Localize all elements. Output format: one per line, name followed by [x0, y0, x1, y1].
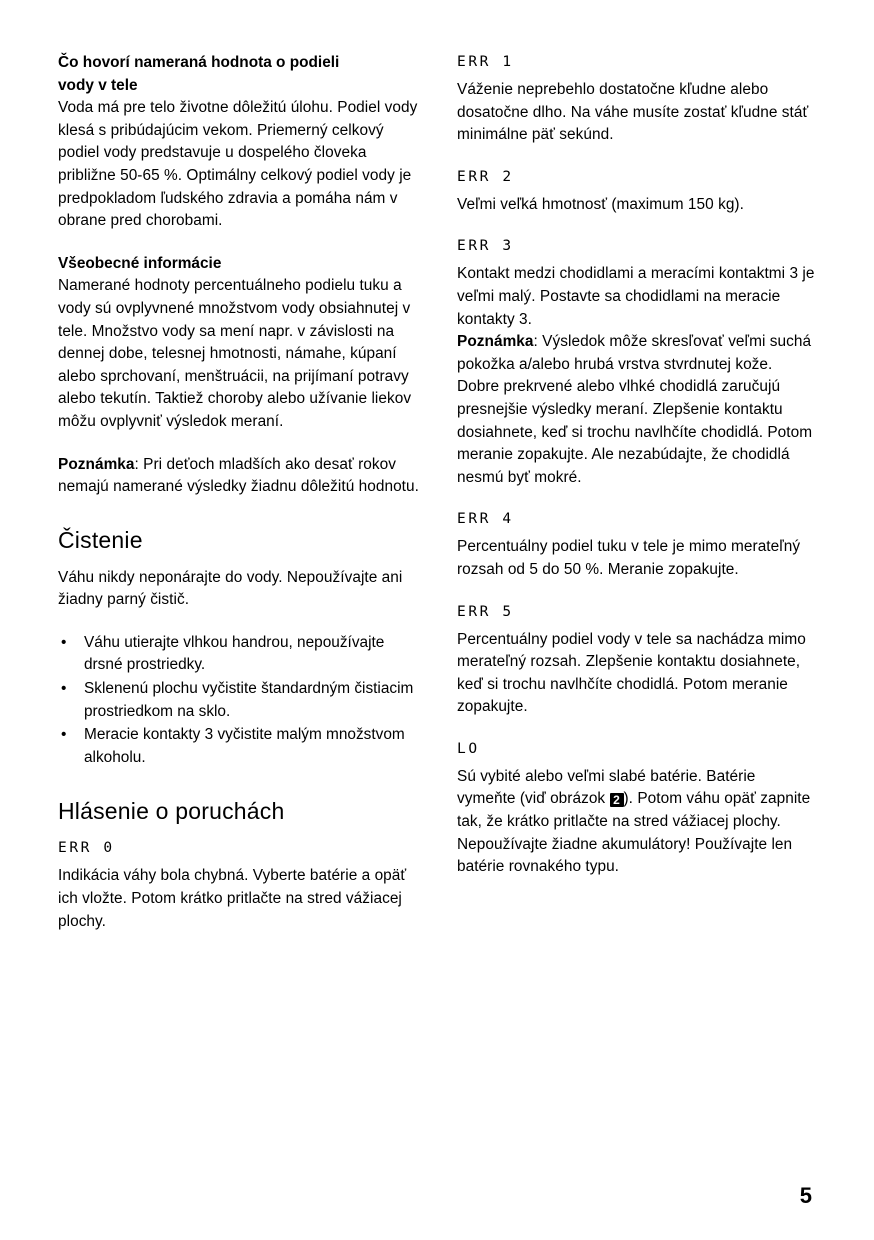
list-item-text: Sklenenú plochu vyčistite štandardným čistiacim prostriedkom na sklo.: [84, 680, 414, 720]
figure-reference-badge: 2: [610, 793, 624, 807]
paragraph-err1: Váženie neprebehlo dostatočne kľudne alebo dosatočne dlho. Na váhe musíte zostať kľudne stáť minimálne päť sekúnd.: [457, 81, 809, 144]
paragraph-lo: [457, 766, 818, 879]
paragraph-err4: Percentuálny podiel tuku v tele je mimo merateľný rozsah od 5 do 50 %. Meranie zopakujte.: [457, 538, 801, 578]
cleaning-bullet-list: [58, 632, 419, 770]
error-code-err4: ERR 4: [457, 511, 514, 528]
list-item: [58, 724, 419, 769]
error-code-err5: ERR 5: [457, 603, 514, 620]
note-label: Poznámka: [457, 333, 534, 351]
list-item: [58, 632, 419, 677]
paragraph-water-value: Voda má pre telo životne dôležitú úlohu. Podiel vody klesá s pribúdajúcim vekom. Priemerný celkový podiel vody predstavuje u dospelého človeka približne 50-65 %. Optimálny celkový podiel vody je predpokladom ľudského zdravia a pomáha nám v obrane pred chorobami.: [58, 99, 418, 230]
left-column: [58, 52, 419, 933]
list-item-text: Váhu utierajte vlhkou handrou, nepoužívajte drsné prostriedky.: [84, 633, 385, 674]
note-text: : Pri deťoch mladších ako desať rokov nemajú namerané výsledky žiadnu dôležitú hodnotu.: [58, 455, 419, 496]
paragraph-err5: Percentuálny podiel vody v tele sa nachádza mimo merateľný rozsah. Zlepšenie kontaktu dosiahnete, keď si trochu navlhčíte chodidlá. Potom meranie zopakujte.: [457, 630, 806, 716]
bullet-icon: •: [61, 633, 67, 651]
paragraph-err2: Veľmi veľká hmotnosť (maximum 150 kg).: [457, 195, 744, 213]
bullet-icon: •: [61, 680, 67, 698]
section-heading-general-info: Všeobecné informácie: [58, 254, 222, 272]
paragraph-err0: Indikácia váhy bola chybná. Vyberte batérie a opäť ich vložte. Potom krátko pritlačte na stred vážiacej plochy.: [58, 867, 407, 930]
right-column: [457, 52, 818, 933]
lo-text-after: ). Potom váhu opäť zapnite tak, že krátko pritlačte na stred vážiacej plochy. Nepoužívajte žiadne akumulátory! Používajte len batérie rovnakého typu.: [457, 790, 811, 876]
note-label: Poznámka: [58, 455, 135, 473]
error-code-err2: ERR 2: [457, 168, 514, 185]
list-item: [58, 678, 419, 723]
note-text: : Výsledok môže skresľovať veľmi suchá pokožka a/alebo hrubá vrstva stvrdnutej kože. Dobre prekrvené alebo vlhké chodidlá zaručujú presnejšie výsledky meraní. Zlepšenie kontaktu dosiahnete, keď si trochu navlhčíte chodidlá. Potom meranie zopakujte. Ale nezabúdajte, že chodidlá nesmú byť mokré.: [457, 333, 813, 486]
bullet-icon: •: [61, 726, 67, 744]
error-code-err3: ERR 3: [457, 238, 514, 255]
section-heading-water-value: [58, 52, 419, 97]
page-columns: [58, 52, 818, 933]
paragraph-general-info: Namerané hodnoty percentuálneho podielu tuku a vody sú ovplyvnené množstvom vody obsiahnutej v tele. Množstvo vody sa mení napr. v závislosti na dennej dobe, telesnej hmotnosti, námahe, kúpaní alebo sprchovaní, menštruácii, na prijímaní potravy alebo tekutín. Taktiež choroby alebo užívanie liekov môžu ovplyvniť výsledok meraní.: [58, 277, 412, 430]
error-code-err0: ERR 0: [58, 840, 115, 857]
list-item-text: Meracie kontakty 3 vyčistite malým množstvom alkoholu.: [84, 726, 405, 766]
note-err3: [457, 331, 818, 489]
heading-line-1: Čo hovorí nameraná hodnota o podieli: [58, 54, 340, 71]
lo-text-before: Sú vybité alebo veľmi slabé batérie. Batérie vymeňte (viď obrázok: [457, 767, 756, 808]
section-heading-error-messages: Hlásenie o poruchách: [58, 798, 285, 825]
error-code-lo: LO: [457, 740, 480, 757]
page-number: 5: [799, 1183, 812, 1208]
heading-line-2: vody v tele: [58, 76, 138, 94]
note-children: [58, 454, 419, 499]
section-heading-cleaning: Čistenie: [58, 526, 143, 553]
paragraph-err3: Kontakt medzi chodidlami a meracími kontaktmi 3 je veľmi malý. Postavte sa chodidlami na meracie kontakty 3.: [457, 265, 815, 328]
error-code-err1: ERR 1: [457, 54, 514, 70]
paragraph-cleaning: Váhu nikdy neponárajte do vody. Nepoužívajte ani žiadny parný čistič.: [58, 568, 403, 609]
